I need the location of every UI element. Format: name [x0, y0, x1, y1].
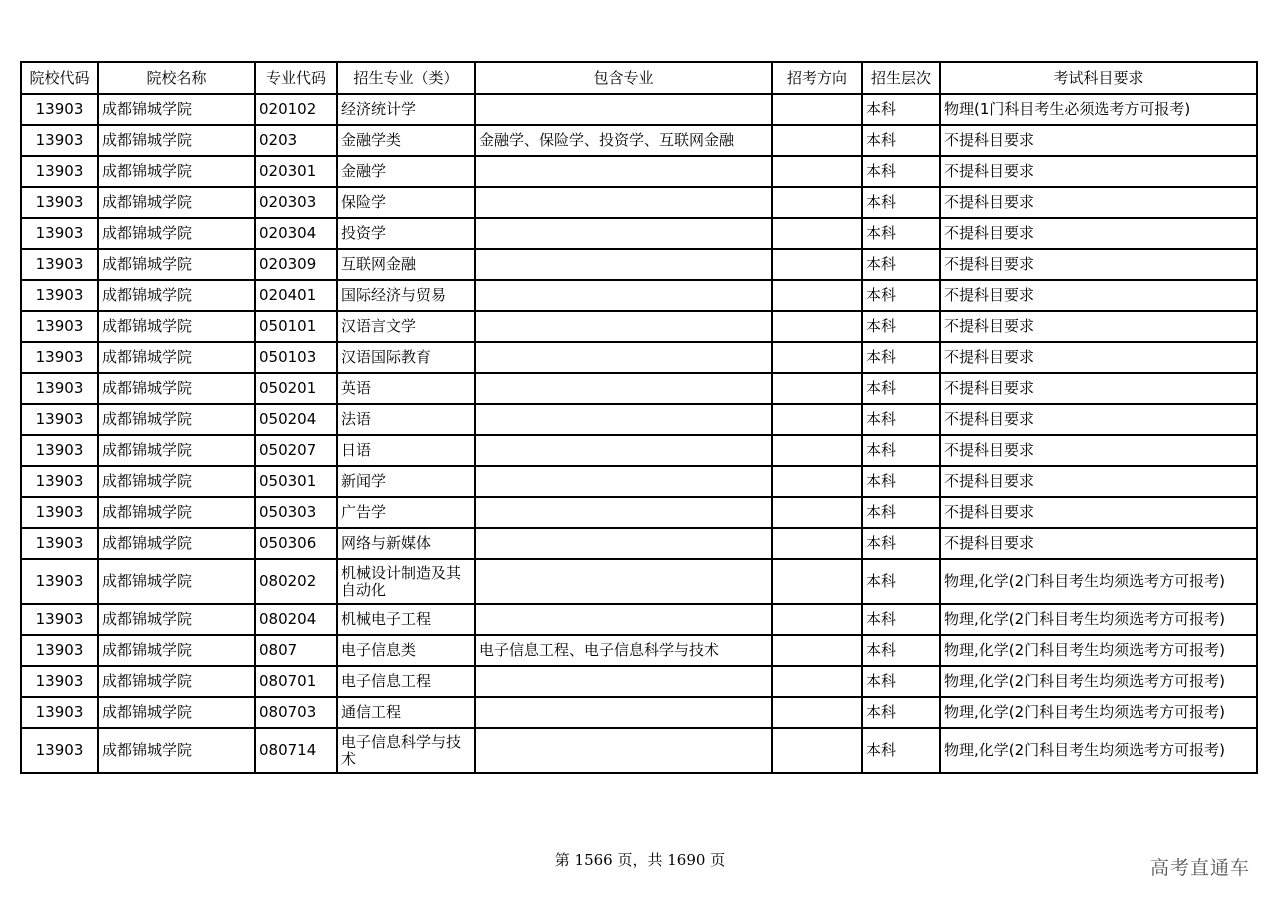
- table-row: [21, 94, 1257, 125]
- table-row: [21, 249, 1257, 280]
- table-row: [21, 497, 1257, 528]
- cell-school-code: 13903: [21, 435, 98, 466]
- cell-level: 本科: [862, 156, 940, 187]
- header-school-code: 院校代码: [21, 62, 98, 94]
- cell-major-code: 050303: [255, 497, 337, 528]
- cell-direction: [772, 249, 862, 280]
- cell-school-code: 13903: [21, 249, 98, 280]
- cell-level: 本科: [862, 311, 940, 342]
- cell-level: 本科: [862, 94, 940, 125]
- header-subject-requirement: 考试科目要求: [940, 62, 1257, 94]
- cell-school-code: 13903: [21, 728, 98, 773]
- cell-direction: [772, 635, 862, 666]
- cell-school-code: 13903: [21, 218, 98, 249]
- cell-major-code: 050204: [255, 404, 337, 435]
- cell-level: 本科: [862, 187, 940, 218]
- cell-major-code: 080714: [255, 728, 337, 773]
- cell-subject-requirement: 不提科目要求: [940, 466, 1257, 497]
- cell-major-code: 020303: [255, 187, 337, 218]
- admissions-table: [20, 61, 1258, 774]
- cell-included-majors: 电子信息工程、电子信息科学与技术: [475, 635, 772, 666]
- cell-school-code: 13903: [21, 604, 98, 635]
- cell-level: 本科: [862, 342, 940, 373]
- cell-major-code: 050306: [255, 528, 337, 559]
- cell-included-majors: [475, 311, 772, 342]
- cell-subject-requirement: 不提科目要求: [940, 311, 1257, 342]
- cell-major: 新闻学: [337, 466, 475, 497]
- cell-included-majors: [475, 604, 772, 635]
- cell-school-code: 13903: [21, 528, 98, 559]
- cell-major: 汉语国际教育: [337, 342, 475, 373]
- cell-direction: [772, 218, 862, 249]
- cell-subject-requirement: 物理,化学(2门科目考生均须选考方可报考): [940, 697, 1257, 728]
- header-row: [21, 62, 1257, 94]
- cell-subject-requirement: 不提科目要求: [940, 435, 1257, 466]
- cell-level: 本科: [862, 435, 940, 466]
- table-row: [21, 666, 1257, 697]
- cell-direction: [772, 559, 862, 604]
- cell-school-name: 成都锦城学院: [98, 697, 255, 728]
- cell-school-name: 成都锦城学院: [98, 635, 255, 666]
- cell-school-name: 成都锦城学院: [98, 311, 255, 342]
- cell-direction: [772, 528, 862, 559]
- cell-included-majors: [475, 435, 772, 466]
- cell-school-name: 成都锦城学院: [98, 728, 255, 773]
- table-row: [21, 311, 1257, 342]
- cell-school-name: 成都锦城学院: [98, 94, 255, 125]
- cell-subject-requirement: 不提科目要求: [940, 249, 1257, 280]
- table-row: [21, 635, 1257, 666]
- cell-school-name: 成都锦城学院: [98, 218, 255, 249]
- cell-school-code: 13903: [21, 311, 98, 342]
- cell-school-code: 13903: [21, 697, 98, 728]
- cell-included-majors: [475, 187, 772, 218]
- watermark: 高考直通车: [1149, 857, 1250, 879]
- cell-school-code: 13903: [21, 635, 98, 666]
- cell-included-majors: [475, 94, 772, 125]
- cell-school-name: 成都锦城学院: [98, 187, 255, 218]
- cell-major: 网络与新媒体: [337, 528, 475, 559]
- cell-major: 英语: [337, 373, 475, 404]
- cell-major: 金融学: [337, 156, 475, 187]
- cell-school-name: 成都锦城学院: [98, 604, 255, 635]
- cell-school-name: 成都锦城学院: [98, 280, 255, 311]
- cell-included-majors: [475, 342, 772, 373]
- cell-level: 本科: [862, 604, 940, 635]
- cell-school-name: 成都锦城学院: [98, 559, 255, 604]
- cell-included-majors: [475, 559, 772, 604]
- cell-included-majors: [475, 404, 772, 435]
- table-row: [21, 697, 1257, 728]
- cell-school-name: 成都锦城学院: [98, 666, 255, 697]
- cell-direction: [772, 311, 862, 342]
- cell-major: 电子信息工程: [337, 666, 475, 697]
- cell-subject-requirement: 物理,化学(2门科目考生均须选考方可报考): [940, 728, 1257, 773]
- cell-major: 投资学: [337, 218, 475, 249]
- cell-major-code: 020304: [255, 218, 337, 249]
- cell-direction: [772, 466, 862, 497]
- cell-direction: [772, 728, 862, 773]
- cell-subject-requirement: 物理,化学(2门科目考生均须选考方可报考): [940, 666, 1257, 697]
- header-school-name: 院校名称: [98, 62, 255, 94]
- cell-major-code: 0203: [255, 125, 337, 156]
- cell-school-code: 13903: [21, 94, 98, 125]
- cell-included-majors: [475, 218, 772, 249]
- cell-direction: [772, 156, 862, 187]
- table-row: [21, 404, 1257, 435]
- table-row: [21, 604, 1257, 635]
- table-row: [21, 466, 1257, 497]
- cell-subject-requirement: 物理,化学(2门科目考生均须选考方可报考): [940, 559, 1257, 604]
- cell-major-code: 080204: [255, 604, 337, 635]
- cell-major: 电子信息科学与技术: [337, 728, 475, 773]
- cell-subject-requirement: 不提科目要求: [940, 404, 1257, 435]
- cell-subject-requirement: 不提科目要求: [940, 218, 1257, 249]
- cell-direction: [772, 187, 862, 218]
- cell-subject-requirement: 不提科目要求: [940, 156, 1257, 187]
- cell-major-code: 020102: [255, 94, 337, 125]
- cell-major: 广告学: [337, 497, 475, 528]
- cell-school-code: 13903: [21, 156, 98, 187]
- cell-school-code: 13903: [21, 666, 98, 697]
- cell-level: 本科: [862, 697, 940, 728]
- cell-level: 本科: [862, 728, 940, 773]
- cell-direction: [772, 697, 862, 728]
- page-footer: 第 1566 页，共 1690 页: [554, 851, 726, 869]
- cell-school-name: 成都锦城学院: [98, 466, 255, 497]
- cell-school-name: 成都锦城学院: [98, 373, 255, 404]
- table-row: [21, 728, 1257, 773]
- cell-subject-requirement: 不提科目要求: [940, 187, 1257, 218]
- cell-school-code: 13903: [21, 497, 98, 528]
- cell-school-code: 13903: [21, 125, 98, 156]
- cell-direction: [772, 604, 862, 635]
- cell-major: 国际经济与贸易: [337, 280, 475, 311]
- cell-direction: [772, 94, 862, 125]
- cell-major: 法语: [337, 404, 475, 435]
- cell-subject-requirement: 不提科目要求: [940, 497, 1257, 528]
- cell-level: 本科: [862, 125, 940, 156]
- cell-major-code: 050201: [255, 373, 337, 404]
- cell-included-majors: [475, 466, 772, 497]
- cell-included-majors: [475, 528, 772, 559]
- cell-school-code: 13903: [21, 559, 98, 604]
- cell-direction: [772, 125, 862, 156]
- cell-major-code: 0807: [255, 635, 337, 666]
- header-level: 招生层次: [862, 62, 940, 94]
- cell-school-name: 成都锦城学院: [98, 497, 255, 528]
- cell-major-code: 050207: [255, 435, 337, 466]
- cell-included-majors: [475, 249, 772, 280]
- cell-level: 本科: [862, 528, 940, 559]
- cell-direction: [772, 497, 862, 528]
- cell-level: 本科: [862, 666, 940, 697]
- cell-major: 通信工程: [337, 697, 475, 728]
- cell-subject-requirement: 不提科目要求: [940, 373, 1257, 404]
- cell-included-majors: [475, 373, 772, 404]
- table-row: [21, 559, 1257, 604]
- cell-direction: [772, 342, 862, 373]
- cell-level: 本科: [862, 280, 940, 311]
- cell-subject-requirement: 不提科目要求: [940, 528, 1257, 559]
- cell-level: 本科: [862, 218, 940, 249]
- table-row: [21, 373, 1257, 404]
- cell-school-name: 成都锦城学院: [98, 435, 255, 466]
- header-major: 招生专业（类）: [337, 62, 475, 94]
- cell-direction: [772, 280, 862, 311]
- cell-subject-requirement: 不提科目要求: [940, 342, 1257, 373]
- cell-included-majors: [475, 697, 772, 728]
- table-row: [21, 218, 1257, 249]
- cell-subject-requirement: 物理(1门科目考生必须选考方可报考): [940, 94, 1257, 125]
- cell-school-name: 成都锦城学院: [98, 528, 255, 559]
- cell-level: 本科: [862, 249, 940, 280]
- cell-included-majors: [475, 666, 772, 697]
- cell-major-code: 020309: [255, 249, 337, 280]
- cell-level: 本科: [862, 497, 940, 528]
- table-row: [21, 435, 1257, 466]
- cell-major-code: 050103: [255, 342, 337, 373]
- header-major-code: 专业代码: [255, 62, 337, 94]
- cell-school-code: 13903: [21, 280, 98, 311]
- cell-included-majors: [475, 280, 772, 311]
- cell-included-majors: 金融学、保险学、投资学、互联网金融: [475, 125, 772, 156]
- cell-major-code: 020401: [255, 280, 337, 311]
- cell-school-name: 成都锦城学院: [98, 404, 255, 435]
- cell-major: 互联网金融: [337, 249, 475, 280]
- cell-school-code: 13903: [21, 373, 98, 404]
- table-row: [21, 280, 1257, 311]
- cell-major: 金融学类: [337, 125, 475, 156]
- cell-level: 本科: [862, 404, 940, 435]
- cell-major: 日语: [337, 435, 475, 466]
- cell-major: 机械电子工程: [337, 604, 475, 635]
- cell-included-majors: [475, 497, 772, 528]
- cell-subject-requirement: 物理,化学(2门科目考生均须选考方可报考): [940, 635, 1257, 666]
- cell-subject-requirement: 物理,化学(2门科目考生均须选考方可报考): [940, 604, 1257, 635]
- cell-school-code: 13903: [21, 342, 98, 373]
- cell-level: 本科: [862, 559, 940, 604]
- cell-direction: [772, 404, 862, 435]
- cell-direction: [772, 435, 862, 466]
- cell-school-code: 13903: [21, 404, 98, 435]
- cell-major: 电子信息类: [337, 635, 475, 666]
- cell-level: 本科: [862, 635, 940, 666]
- cell-included-majors: [475, 156, 772, 187]
- cell-major-code: 080202: [255, 559, 337, 604]
- cell-direction: [772, 373, 862, 404]
- cell-level: 本科: [862, 373, 940, 404]
- cell-major: 机械设计制造及其自动化: [337, 559, 475, 604]
- cell-school-code: 13903: [21, 187, 98, 218]
- header-included-majors: 包含专业: [475, 62, 772, 94]
- cell-major-code: 050101: [255, 311, 337, 342]
- cell-major-code: 080701: [255, 666, 337, 697]
- cell-included-majors: [475, 728, 772, 773]
- table-row: [21, 156, 1257, 187]
- table-row: [21, 528, 1257, 559]
- cell-direction: [772, 666, 862, 697]
- cell-major-code: 050301: [255, 466, 337, 497]
- cell-school-name: 成都锦城学院: [98, 342, 255, 373]
- cell-school-name: 成都锦城学院: [98, 125, 255, 156]
- table-row: [21, 125, 1257, 156]
- header-direction: 招考方向: [772, 62, 862, 94]
- cell-level: 本科: [862, 466, 940, 497]
- cell-school-name: 成都锦城学院: [98, 156, 255, 187]
- cell-school-name: 成都锦城学院: [98, 249, 255, 280]
- cell-subject-requirement: 不提科目要求: [940, 125, 1257, 156]
- cell-major-code: 020301: [255, 156, 337, 187]
- table-row: [21, 187, 1257, 218]
- cell-major: 汉语言文学: [337, 311, 475, 342]
- cell-major-code: 080703: [255, 697, 337, 728]
- cell-school-code: 13903: [21, 466, 98, 497]
- table-row: [21, 342, 1257, 373]
- cell-major: 经济统计学: [337, 94, 475, 125]
- cell-major: 保险学: [337, 187, 475, 218]
- cell-subject-requirement: 不提科目要求: [940, 280, 1257, 311]
